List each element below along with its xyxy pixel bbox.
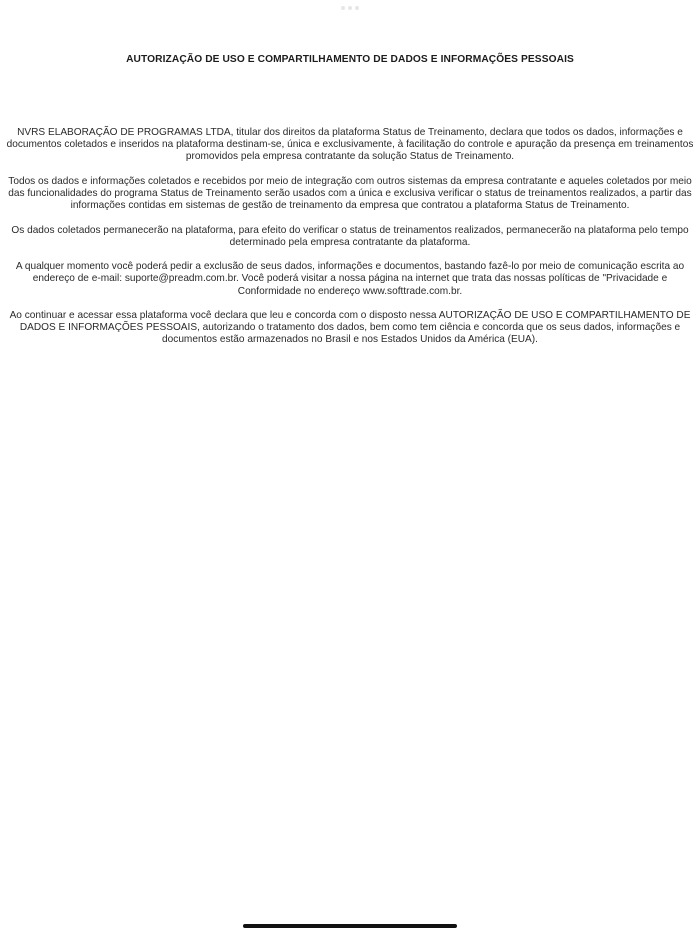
page-title: AUTORIZAÇÃO DE USO E COMPARTILHAMENTO DE DADOS E INFORMAÇÕES PESSOAIS xyxy=(126,54,574,65)
home-indicator[interactable] xyxy=(243,924,457,928)
dot xyxy=(341,6,345,10)
document-body xyxy=(6,127,694,359)
dot xyxy=(355,6,359,10)
paragraph-data-usage: Todos os dados e informações coletados e recebidos por meio de integração com outros sistemas da empresa contratante e aqueles coletados por meio das funcionalidades do programa Status de Treinamento serão usados com a única e exclusiva verificar o status de treinamentos realizados, a partir das informações contidas em sistemas de gestão de treinamento da empresa que contratou a plataforma Status de Treinamento. xyxy=(8,175,692,212)
paragraph-retention: Os dados coletados permanecerão na plataforma, para efeito do verificar o status de treinamentos realizados, permanecerão na plataforma pelo tempo determinado pela empresa contratante da plataforma. xyxy=(11,224,689,248)
paragraph-ownership: NVRS ELABORAÇÃO DE PROGRAMAS LTDA, titular dos direitos da plataforma Status de Treinamento, declara que todos os dados, informações e documentos coletados e inseridos na plataforma destinam-se, única e exclusivamente, à facilitação do controle e apuração da presença em treinamentos promovidos pela empresa contratante da solução Status de Treinamento. xyxy=(6,127,694,163)
paragraph-deletion-request: A qualquer momento você poderá pedir a exclusão de seus dados, informações e documentos, bastando fazê-lo por meio de comunicação escrita ao endereço de e-mail: suporte@preadm.com.br. Você poderá visitar a nossa página na internet que trata das nossas políticas de "Privacidade e Conformidade no endereço www.softtrade.com.br. xyxy=(15,261,685,297)
paragraph-consent: Ao continuar e acessar essa plataforma você declara que leu e concorda com o disposto nessa AUTORIZAÇÃO DE USO E COMPARTILHAMENTO DE DADOS E INFORMAÇÕES PESSOAIS, autorizando o tratamento dos dados, bem como tem ciência e concorda que os seus dados, informações e documentos estão armazenados no Brasil e nos Estados Unidos da América (EUA). xyxy=(9,309,691,346)
multitasking-dots-icon[interactable] xyxy=(341,6,359,10)
dot xyxy=(348,6,352,10)
